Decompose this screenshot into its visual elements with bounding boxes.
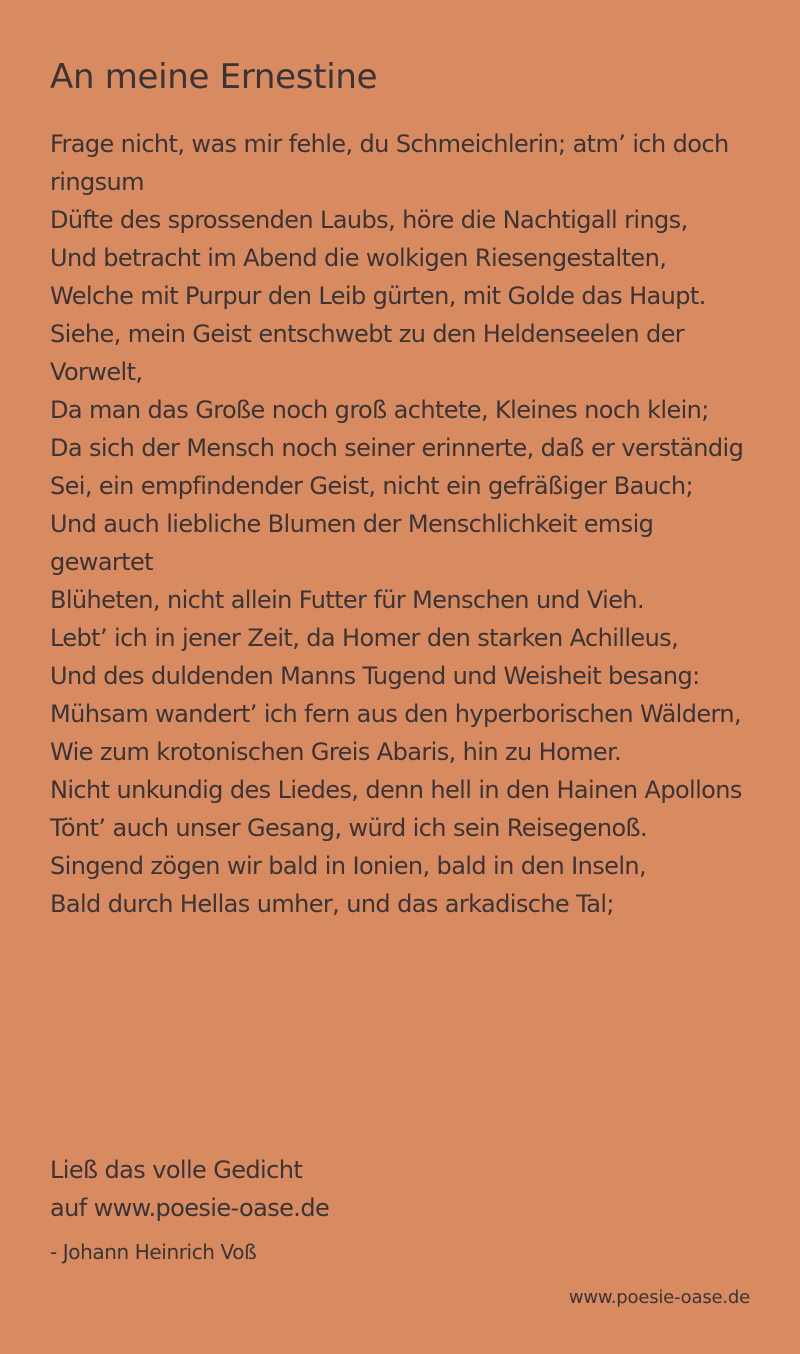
poem-line: Blüheten, nicht allein Futter für Menschen und Vieh.	[50, 586, 644, 614]
poem-body	[50, 125, 760, 923]
author-credit: - Johann Heinrich Voß	[50, 1240, 257, 1264]
poem-title: An meine Ernestine	[50, 57, 378, 97]
poem-line: Da sich der Mensch noch seiner erinnerte, daß er verständig	[50, 434, 744, 462]
poem-line: Singend zögen wir bald in Ionien, bald in den Inseln,	[50, 852, 647, 880]
poem-line: Düfte des sprossenden Laubs, höre die Nachtigall rings,	[50, 206, 688, 234]
note-link[interactable]: auf www.poesie-oase.de	[50, 1194, 330, 1222]
note-text: Ließ das volle Gedicht	[50, 1156, 303, 1184]
footer-website-link[interactable]: www.poesie-oase.de	[568, 1287, 750, 1308]
full-poem-note	[50, 1151, 329, 1227]
poem-line: Und betracht im Abend die wolkigen Riesengestalten,	[50, 244, 667, 272]
poem-line: Wie zum krotonischen Greis Abaris, hin zu Homer.	[50, 738, 622, 766]
poem-line: Tönt’ auch unser Gesang, würd ich sein Reisegenoß.	[50, 814, 648, 842]
poem-line: Frage nicht, was mir fehle, du Schmeichlerin; atm’ ich doch ringsum	[50, 130, 729, 196]
poem-line: Siehe, mein Geist entschwebt zu den Heldenseelen der Vorwelt,	[50, 320, 685, 386]
poem-line: Nicht unkundig des Liedes, denn hell in den Hainen Apollons	[50, 776, 742, 804]
poem-line: Mühsam wandert’ ich fern aus den hyperborischen Wäldern,	[50, 700, 742, 728]
poem-line: Da man das Große noch groß achtete, Kleines noch klein;	[50, 396, 709, 424]
poem-line: Und des duldenden Manns Tugend und Weisheit besang:	[50, 662, 700, 690]
poem-line: Sei, ein empfindender Geist, nicht ein gefräßiger Bauch;	[50, 472, 693, 500]
poem-line: Und auch liebliche Blumen der Menschlichkeit emsig gewartet	[50, 510, 654, 576]
poem-line: Welche mit Purpur den Leib gürten, mit Golde das Haupt.	[50, 282, 706, 310]
poem-line: Lebt’ ich in jener Zeit, da Homer den starken Achilleus,	[50, 624, 679, 652]
poem-line: Bald durch Hellas umher, und das arkadische Tal;	[50, 890, 614, 918]
